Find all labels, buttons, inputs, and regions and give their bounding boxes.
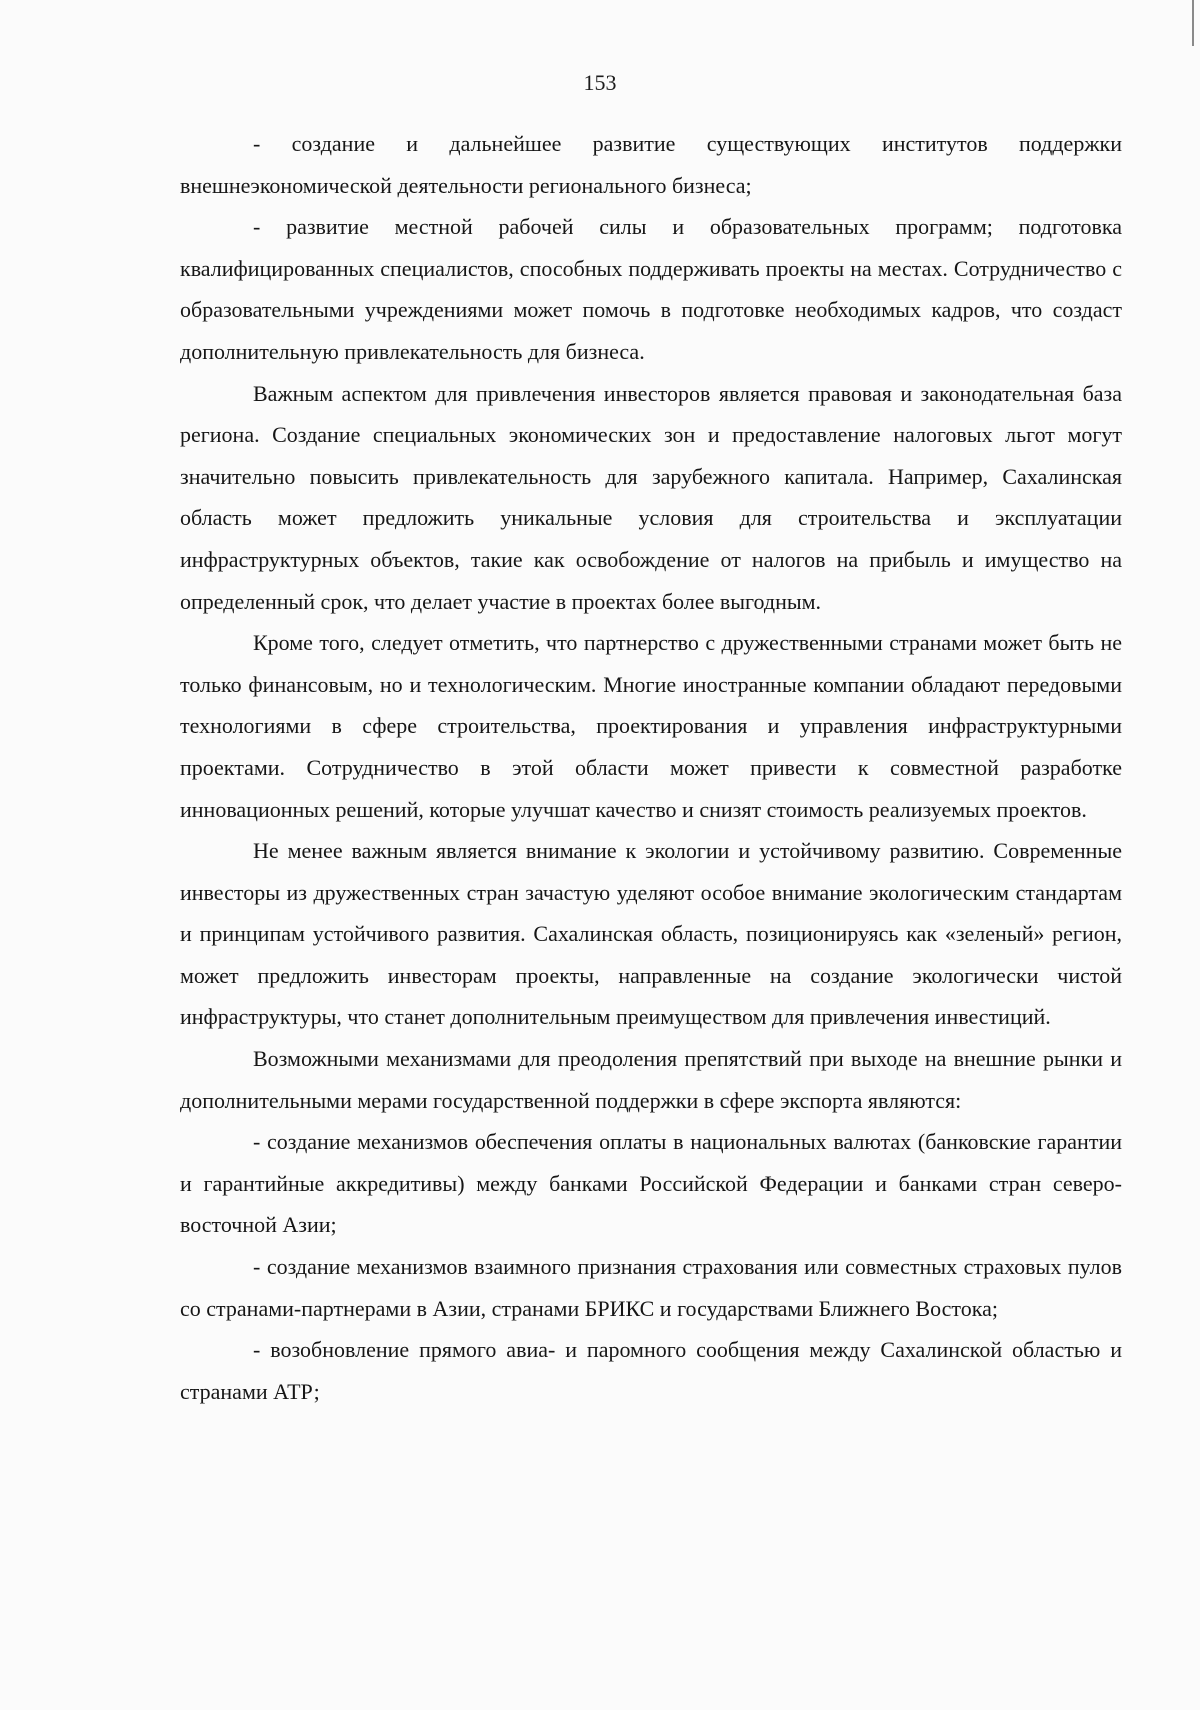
page-number: 153 xyxy=(583,70,617,95)
scan-edge-mark xyxy=(1192,0,1194,46)
paragraph-5: Не менее важным является внимание к экологии и устойчивому развитию. Современные инвесторы из дружественных стран зачастую уделяют особое внимание экологическим стандартам и принципам устойчивого развития. Сахалинская область, позиционируясь как «зеленый» регион, может предложить инвесторам проекты, направленные на создание экологически чистой инфраструктуры, что станет дополнительным преимуществом для привлечения инвестиций. xyxy=(180,838,1122,1030)
paragraph-9: - возобновление прямого авиа- и паромного сообщения между Сахалинской областью и странами АТР; xyxy=(180,1337,1122,1404)
paragraph-6: Возможными механизмами для преодоления препятствий при выходе на внешние рынки и дополнительными мерами государственной поддержки в сфере экспорта являются: xyxy=(180,1046,1122,1113)
paragraph-3: Важным аспектом для привлечения инвесторов является правовая и законодательная база региона. Создание специальных экономических зон и предоставление налоговых льгот могут значительно повысить привлекательность для зарубежного капитала. Например, Сахалинская область может предложить уникальные условия для строительства и эксплуатации инфраструктурных объектов, такие как освобождение от налогов на прибыль и имущество на определенный срок, что делает участие в проектах более выгодным. xyxy=(180,380,1122,614)
paragraph-1: - создание и дальнейшее развитие существующих институтов поддержки внешнеэкономической деятельности регионального бизнеса; xyxy=(180,131,1122,198)
paragraph-7: - создание механизмов обеспечения оплаты в национальных валютах (банковские гарантии и гарантийные аккредитивы) между банками Российской Федерации и банками стран северо-восточной Азии; xyxy=(180,1129,1122,1238)
paragraph-2: - развитие местной рабочей силы и образовательных программ; подготовка квалифицированных специалистов, способных поддерживать проекты на местах. Сотрудничество с образовательными учреждениями может помочь в подготовке необходимых кадров, что создаст дополнительную привлекательность для бизнеса. xyxy=(180,214,1122,364)
body-text xyxy=(180,123,1122,1412)
paragraph-8: - создание механизмов взаимного признания страхования или совместных страховых пулов со странами-партнерами в Азии, странами БРИКС и государствами Ближнего Востока; xyxy=(180,1254,1122,1321)
paragraph-4: Кроме того, следует отметить, что партнерство с дружественными странами может быть не только финансовым, но и технологическим. Многие иностранные компании обладают передовыми технологиями в сфере строительства, проектирования и управления инфраструктурными проектами. Сотрудничество в этой области может привести к совместной разработке инновационных решений, которые улучшат качество и снизят стоимость реализуемых проектов. xyxy=(180,630,1122,822)
